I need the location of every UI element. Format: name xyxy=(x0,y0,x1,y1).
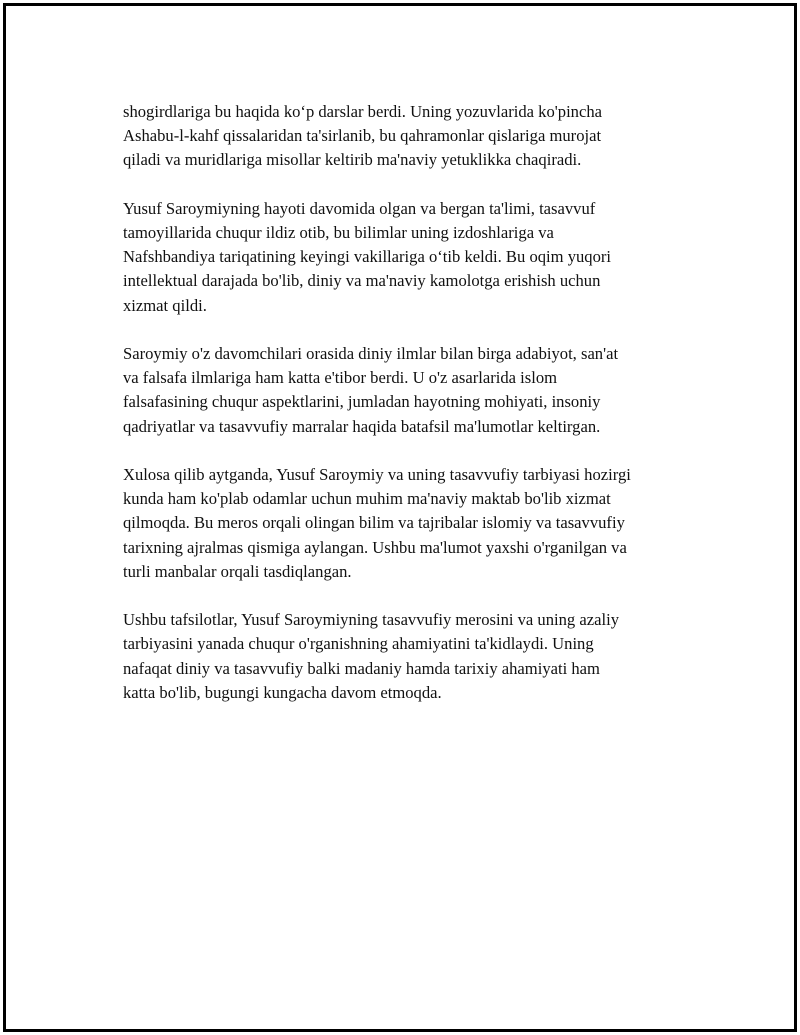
text-line: Nafshbandiya tariqatining keyingi vakillariga o‘tib keldi. Bu oqim yuqori xyxy=(123,247,612,267)
text-line: qilmoqda. Bu meros orqali olingan bilim va tajribalar islomiy va tasavvufiy xyxy=(123,513,625,533)
paragraph xyxy=(123,342,693,439)
text-line: Yusuf Saroymiyning hayoti davomida olgan va bergan ta'limi, tasavvuf xyxy=(123,198,596,218)
text-line: tamoyillarida chuqur ildiz otib, bu bilimlar uning izdoshlariga va xyxy=(123,223,554,242)
text-line: qiladi va muridlariga misollar keltirib ma'naviy yetuklikka chaqiradi. xyxy=(123,150,582,170)
text-line: intellektual darajada bo'lib, diniy va ma'naviy kamolotga erishish uchun xyxy=(123,271,601,291)
paragraph xyxy=(123,608,693,705)
document-body xyxy=(123,100,693,729)
text-line: Ushbu tafsilotlar, Yusuf Saroymiyning tasavvufiy merosini va uning azaliy xyxy=(123,610,619,630)
paragraph xyxy=(123,197,693,318)
text-line: kunda ham ko'plab odamlar uchun muhim ma'naviy maktab bo'lib xizmat xyxy=(123,489,611,509)
text-line: xizmat qildi. xyxy=(123,295,207,315)
text-line: Ashabu-l-kahf qissalaridan ta'sirlanib, bu qahramonlar qislariga murojat xyxy=(123,126,602,146)
text-line: tarbiyasini yanada chuqur o'rganishning ahamiyatini ta'kidlaydi. Uning xyxy=(123,634,594,654)
text-line: falsafasining chuqur aspektlarini, jumladan hayotning mohiyati, insoniy xyxy=(123,392,601,412)
text-line: shogirdlariga bu haqida ko‘p darslar berdi. Uning yozuvlarida ko'pincha xyxy=(123,102,602,121)
text-line: tarixning ajralmas qismiga aylangan. Ushbu ma'lumot yaxshi o'rganilgan va xyxy=(123,537,627,557)
page-border xyxy=(3,3,797,1032)
text-line: turli manbalar orqali tasdiqlangan. xyxy=(123,561,352,581)
paragraph xyxy=(123,100,693,173)
paragraph xyxy=(123,463,693,584)
text-line: va falsafa ilmlariga ham katta e'tibor berdi. U o'z asarlarida islom xyxy=(123,368,558,388)
text-line: qadriyatlar va tasavvufiy marralar haqida batafsil ma'lumotlar keltirgan. xyxy=(123,416,601,436)
text-line: Saroymiy o'z davomchilari orasida diniy ilmlar bilan birga adabiyot, san'at xyxy=(123,344,619,363)
text-line: katta bo'lib, bugungi kungacha davom etmoqda. xyxy=(123,682,442,702)
text-line: Xulosa qilib aytganda, Yusuf Saroymiy va uning tasavvufiy tarbiyasi hozirgi xyxy=(123,465,631,484)
text-line: nafaqat diniy va tasavvufiy balki madaniy hamda tarixiy ahamiyati ham xyxy=(123,658,600,678)
